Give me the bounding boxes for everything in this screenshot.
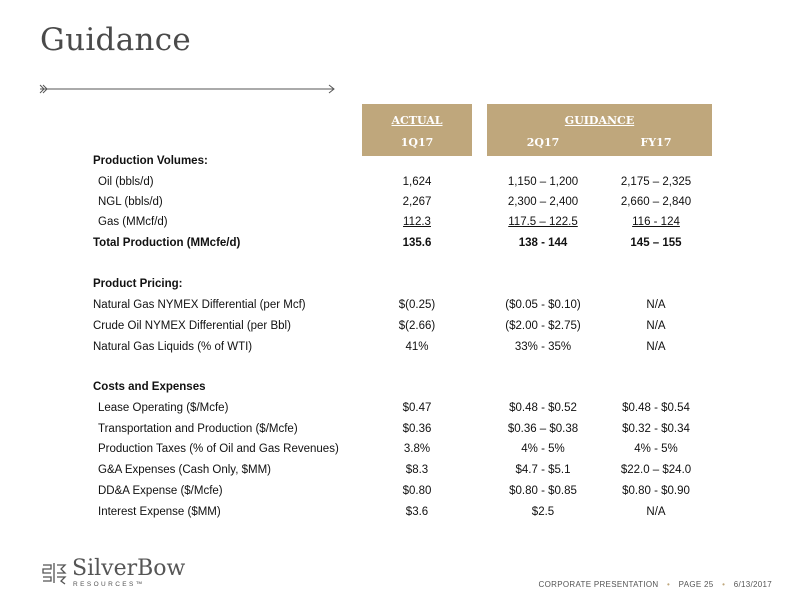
cell-1q17: $0.36 [402, 423, 432, 435]
cell-1q17: 41% [405, 341, 429, 353]
silverbow-logo [40, 556, 186, 590]
actual-header-label: ACTUAL [391, 114, 443, 127]
page-title: Guidance [40, 22, 192, 58]
row-label: Oil (bbls/d) [98, 176, 154, 188]
guidance-header-label: GUIDANCE [564, 114, 635, 127]
footer-presentation: CORPORATE PRESENTATION [538, 580, 659, 589]
table-row [0, 485, 800, 503]
cell-1q17: 1,624 [402, 176, 432, 188]
row-label: Product Pricing: [93, 278, 183, 290]
cell-2q17: ($2.00 - $2.75) [505, 320, 581, 332]
cell-fy17: $0.32 - $0.34 [622, 423, 690, 435]
table-row [0, 196, 800, 214]
total-row [0, 237, 800, 255]
cell-2q17: $4.7 - $5.1 [515, 464, 571, 476]
logo-name: SilverBow [72, 556, 186, 581]
row-label: Crude Oil NYMEX Differential (per Bbl) [93, 320, 291, 332]
cell-fy17: $0.80 - $0.90 [622, 485, 690, 497]
cell-2q17: 1,150 – 1,200 [507, 176, 579, 188]
cell-1q17: $(2.66) [398, 320, 436, 332]
table-row [0, 299, 800, 317]
cell-1q17: $3.6 [405, 506, 429, 518]
logo-mark-icon [40, 560, 68, 586]
cell-1q17: 2,267 [402, 196, 432, 208]
cell-fy17: 4% - 5% [634, 443, 678, 455]
cell-fy17: 2,175 – 2,325 [620, 176, 692, 188]
table-row [0, 506, 800, 524]
cell-1q17: $0.47 [402, 402, 432, 414]
cell-2q17: $2.5 [531, 506, 555, 518]
cell-2q17: 2,300 – 2,400 [507, 196, 579, 208]
row-label: Natural Gas Liquids (% of WTI) [93, 341, 253, 353]
table-row [0, 341, 800, 359]
row-label: Gas (MMcf/d) [98, 216, 168, 228]
footer-date: 6/13/2017 [733, 580, 772, 589]
cell-2q17: $0.80 - $0.85 [509, 485, 577, 497]
row-label: Production Taxes (% of Oil and Gas Revenues) [98, 443, 339, 455]
cell-fy17: 116 - 124 [632, 216, 680, 228]
table-row [0, 320, 800, 338]
cell-fy17: 2,660 – 2,840 [620, 196, 692, 208]
cell-2q17: 33% - 35% [514, 341, 572, 353]
logo-subtitle: RESOURCES™ [73, 581, 145, 588]
row-label: G&A Expenses (Cash Only, $MM) [98, 464, 271, 476]
cell-fy17: $0.48 - $0.54 [622, 402, 690, 414]
table-row [0, 176, 800, 194]
column-header-1q17: 1Q17 [400, 136, 434, 149]
cell-1q17: 3.8% [403, 443, 431, 455]
table-row [0, 423, 800, 441]
row-label: Lease Operating ($/Mcfe) [98, 402, 229, 414]
row-label: Total Production (MMcfe/d) [93, 237, 241, 249]
cell-fy17: N/A [646, 299, 666, 311]
cell-1q17: 112.3 [403, 216, 431, 228]
cell-fy17: N/A [646, 341, 666, 353]
column-header-fy17: FY17 [640, 136, 672, 149]
cell-2q17: 117.5 – 122.5 [508, 216, 578, 228]
section-header-costs [0, 381, 800, 399]
cell-1q17: $(0.25) [398, 299, 436, 311]
row-label: NGL (bbls/d) [98, 196, 163, 208]
cell-fy17: N/A [646, 320, 666, 332]
section-header-production [0, 155, 800, 173]
row-label: Costs and Expenses [93, 381, 206, 393]
table-row [0, 443, 800, 461]
table-row [0, 216, 800, 234]
cell-fy17: $22.0 – $24.0 [620, 464, 692, 476]
row-label: Natural Gas NYMEX Differential (per Mcf) [93, 299, 306, 311]
cell-2q17: $0.48 - $0.52 [509, 402, 577, 414]
cell-1q17: $0.80 [402, 485, 432, 497]
separator-dot-icon: • [722, 580, 726, 589]
column-header-2q17: 2Q17 [526, 136, 560, 149]
row-label: Interest Expense ($MM) [98, 506, 221, 518]
footer-page: PAGE 25 [678, 580, 714, 589]
cell-1q17: $8.3 [405, 464, 429, 476]
arrow-divider-icon [38, 82, 338, 96]
cell-2q17: ($0.05 - $0.10) [505, 299, 581, 311]
row-label: Transportation and Production ($/Mcfe) [98, 423, 298, 435]
cell-fy17: N/A [646, 506, 666, 518]
row-label: DD&A Expense ($/Mcfe) [98, 485, 223, 497]
footer [539, 580, 772, 589]
row-label: Production Volumes: [93, 155, 208, 167]
cell-2q17: $0.36 – $0.38 [507, 423, 579, 435]
section-header-pricing [0, 278, 800, 296]
cell-2q17: 138 - 144 [518, 237, 568, 249]
separator-dot-icon: • [667, 580, 671, 589]
table-row [0, 402, 800, 420]
cell-2q17: 4% - 5% [521, 443, 565, 455]
cell-fy17: 145 – 155 [630, 237, 682, 249]
cell-1q17: 135.6 [402, 237, 432, 249]
table-row [0, 464, 800, 482]
